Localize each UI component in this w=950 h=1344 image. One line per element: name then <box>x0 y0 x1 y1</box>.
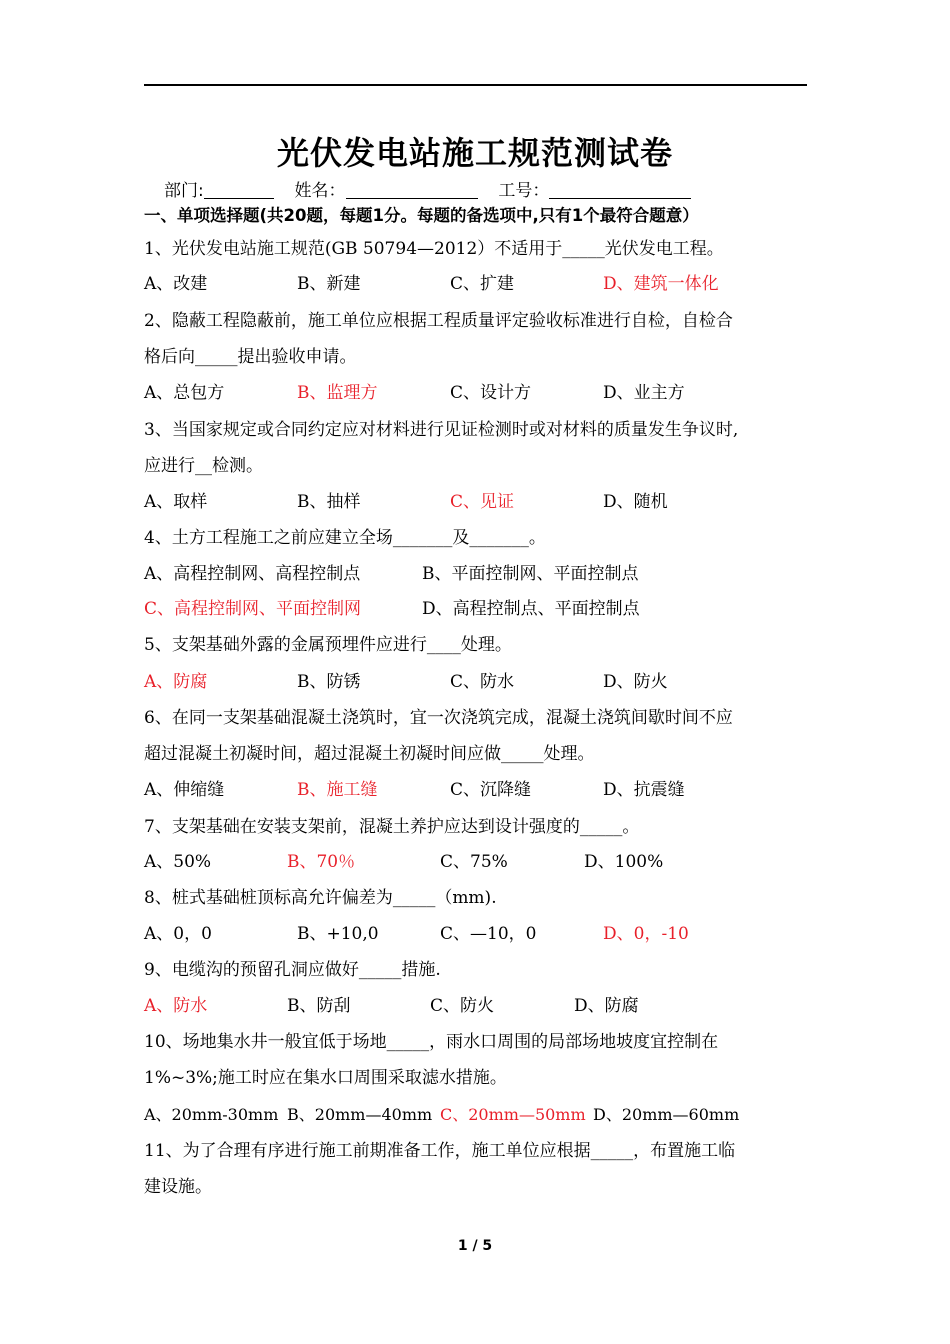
info-line <box>164 176 691 201</box>
correct-option: D、0，-10 <box>603 924 689 944</box>
correct-option: C、高程控制网、平面控制网 <box>144 599 362 619</box>
name-label: 姓名： <box>294 181 346 201</box>
section-heading: 一、单项选择题(共20题，每题1分。每题的备选项中,只有1个最符合题意） <box>144 206 699 225</box>
option: A、伸缩缝 <box>144 780 225 800</box>
option: D、100% <box>584 852 664 872</box>
option: B、防锈 <box>297 672 361 692</box>
question-line: 9、电缆沟的预留孔洞应做好_____措施. <box>144 960 441 980</box>
id-label: 工号： <box>498 181 550 201</box>
question-line: 应进行__检测。 <box>144 456 263 476</box>
correct-option: C、见证 <box>450 492 515 512</box>
correct-option: C、20mm—50mm <box>440 1105 586 1124</box>
question-line: 超过混凝土初凝时间，超过混凝土初凝时间应做_____处理。 <box>144 744 595 764</box>
option: B、防刮 <box>287 996 351 1016</box>
correct-option: B、施工缝 <box>297 780 378 800</box>
question-line: 建设施。 <box>144 1177 212 1197</box>
option: A、取样 <box>144 492 208 512</box>
page-number: 1 / 5 <box>457 1238 493 1254</box>
question-line: 2、隐蔽工程隐蔽前，施工单位应根据工程质量评定验收标准进行自检，自检合 <box>144 311 733 331</box>
option: B、20mm—40mm <box>287 1105 433 1124</box>
question-line: 1%~3%;施工时应在集水口周围采取滤水措施。 <box>144 1068 507 1088</box>
option: D、防火 <box>603 672 668 692</box>
exam-title: 光伏发电站施工规范测试卷 <box>276 134 673 172</box>
option: D、20mm—60mm <box>593 1105 740 1124</box>
question-line: 5、支架基础外露的金属预埋件应进行____处理。 <box>144 635 512 655</box>
id-blank <box>549 180 691 199</box>
option: A、高程控制网、高程控制点 <box>144 564 361 584</box>
correct-option: D、建筑一体化 <box>603 274 719 294</box>
option: A、20mm-30mm <box>144 1105 279 1124</box>
correct-option: B、监理方 <box>297 383 378 403</box>
option: D、随机 <box>603 492 668 512</box>
option: C、沉降缝 <box>450 780 532 800</box>
question-line: 3、当国家规定或合同约定应对材料进行见证检测时或对材料的质量发生争议时, <box>144 420 739 440</box>
question-line: 10、场地集水井一般宜低于场地_____，雨水口周围的局部场地坡度宜控制在 <box>144 1032 719 1052</box>
option: D、业主方 <box>603 383 685 403</box>
question-line: 4、土方工程施工之前应建立全场_______及_______。 <box>144 528 546 548</box>
option: C、防火 <box>430 996 495 1016</box>
option: A、50% <box>144 852 212 872</box>
option: D、抗震缝 <box>603 780 685 800</box>
option: C、75% <box>440 852 508 872</box>
option: B、抽样 <box>297 492 361 512</box>
question-line: 格后向_____提出验收申请。 <box>144 347 357 367</box>
option: B、新建 <box>297 274 361 294</box>
question-line: 6、在同一支架基础混凝土浇筑时，宜一次浇筑完成，混凝土浇筑间歇时间不应 <box>144 708 733 728</box>
correct-option: B、70％ <box>287 852 356 872</box>
option: D、防腐 <box>574 996 639 1016</box>
dept-blank <box>204 180 274 199</box>
option: B、+10,0 <box>297 924 379 944</box>
question-line: 7、支架基础在安装支架前，混凝土养护应达到设计强度的_____。 <box>144 817 640 837</box>
question-line: 1、光伏发电站施工规范(GB 50794—2012）不适用于_____光伏发电工程。 <box>144 239 724 259</box>
option: C、设计方 <box>450 383 532 403</box>
option: B、平面控制网、平面控制点 <box>422 564 639 584</box>
question-line: 11、为了合理有序进行施工前期准备工作，施工单位应根据_____，布置施工临 <box>144 1141 736 1161</box>
correct-option: A、防水 <box>144 996 208 1016</box>
question-line: 8、桩式基础桩顶标高允许偏差为_____（mm). <box>144 888 497 908</box>
option: C、防水 <box>450 672 515 692</box>
option: D、高程控制点、平面控制点 <box>422 599 640 619</box>
option: C、扩建 <box>450 274 515 294</box>
option: A、0，0 <box>144 924 212 944</box>
option: A、总包方 <box>144 383 225 403</box>
correct-option: A、防腐 <box>144 672 208 692</box>
name-blank <box>346 180 478 199</box>
option: A、改建 <box>144 274 208 294</box>
dept-label: 部门: <box>164 181 204 201</box>
option: C、—10，0 <box>440 924 537 944</box>
header-rule <box>144 84 807 86</box>
